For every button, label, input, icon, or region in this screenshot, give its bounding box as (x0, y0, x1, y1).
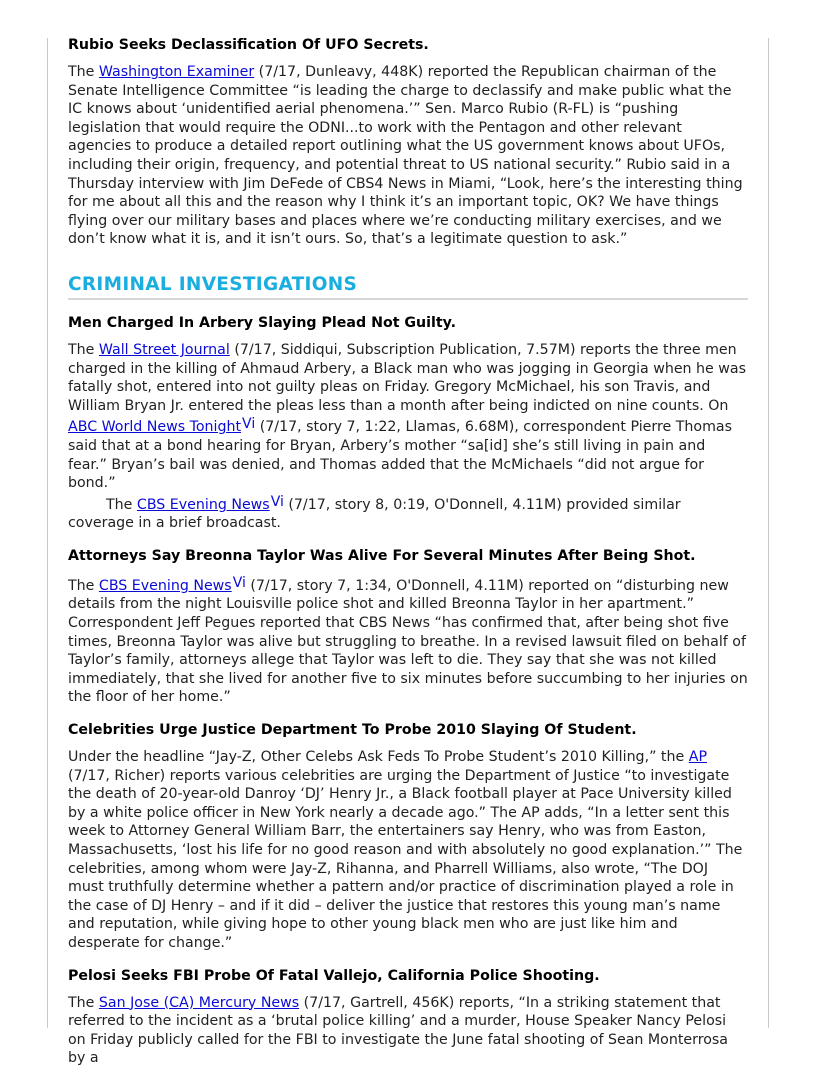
source-link-abc-world-news-tonight[interactable]: ABC World News Tonight (68, 419, 242, 436)
video-icon[interactable]: Vi (270, 493, 284, 510)
section-heading-criminal-investigations: CRIMINAL INVESTIGATIONS (68, 273, 748, 300)
article-body-paragraph-2: The CBS Evening NewsVi (7/17, story 8, 0:19, O'Donnell, 4.11M) provided similar coverage in a brief broadcast. (68, 493, 681, 532)
article-dj-henry (68, 721, 748, 953)
article-title: Celebrities Urge Justice Department To Probe 2010 Slaying Of Student. (68, 722, 637, 739)
article-title: Rubio Seeks Declassification Of UFO Secrets. (68, 37, 429, 53)
article-pelosi-vallejo (68, 967, 748, 1068)
article-body: The Washington Examiner (7/17, Dunleavy, 448K) reported the Republican chairman of the Senate Intelligence Committee “is leading the charge to declassify and make public what the IC knows about ‘unidentified aerial phenomena.’” Sen. Marco Rubio (R-FL) is “pushing legislation that would require the ODNI...to work with the Pentagon and other relevant agencies to produce a detailed report outlining what the US government knows about UFOs, including their origin, frequency, and potential threat to US national security.” Rubio said in a Thursday interview with Jim DeFede of CBS4 News in Miami, “Look, here’s the interesting thing for me about all this and the reason why I think it’s an important topic, OK? We have things flying over our military bases and places where we’re conducting military exercises, and we don’t know what it is, and it isn’t ours. So, that’s a legitimate question to ask.” (68, 64, 743, 248)
article-arbery (68, 314, 748, 533)
article-title: Pelosi Seeks FBI Probe Of Fatal Vallejo, California Police Shooting. (68, 967, 600, 984)
right-margin-rule (768, 38, 769, 1028)
source-link-wall-street-journal[interactable]: Wall Street Journal (98, 341, 230, 358)
source-link-cbs-evening-news[interactable]: CBS Evening News (98, 577, 232, 594)
video-icon[interactable]: Vi (232, 574, 246, 591)
article-title: Men Charged In Arbery Slaying Plead Not Guilty. (68, 314, 457, 331)
source-link-cbs-evening-news[interactable]: CBS Evening News (136, 496, 270, 513)
left-margin-rule (47, 38, 48, 1028)
article-body: Under the headline “Jay-Z, Other Celebs Ask Feds To Probe Student’s 2010 Killing,” the AP (7/17, Richer) reports various celebrities are urging the Department of Justice “to investigate the death of 20-year-old Danroy ‘DJ’ Henry Jr., a Black football player at Pace University killed by a white police officer in New York nearly a decade ago.” The AP adds, “In a letter sent this week to Attorney General William Barr, the entertainers say Henry, who was from Easton, Massachusetts, ‘lost his life for no good reason and with absolutely no good explanation.’” The celebrities, among whom were Jay-Z, Rihanna, and Pharrell Williams, also wrote, “The DOJ must truthfully determine whether a pattern and/or practice of discrimination played a role in the case of DJ Henry – and if it did – deliver the justice that restores this young man’s name and reputation, while giving hope to other young black men who are just like him and desperate for change.” (68, 749, 743, 951)
video-icon[interactable]: Vi (242, 416, 256, 433)
article-body: The CBS Evening NewsVi (7/17, story 7, 1:34, O'Donnell, 4.11M) reported on “disturbing new details from the night Louisville police shot and killed Breonna Taylor in her apartment.” Correspondent Jeff Pegues reported that CBS News “has confirmed that, after being shot five times, Breonna Taylor was alive but struggling to breathe. In a revised lawsuit filed on behalf of Taylor’s family, attorneys allege that Taylor was left to die. They say that she was not killed immediately, that she lived for another five to six minutes before succumbing to her injuries on the floor of her home.” (68, 574, 748, 706)
article-body: The San Jose (CA) Mercury News (7/17, Gartrell, 456K) reports, “In a striking statement that referred to the incident as a ‘brutal police killing’ and a murder, House Speaker Nancy Pelosi on Friday publicly called for the FBI to investigate the June fatal shooting of Sean Monterrosa by a (68, 994, 728, 1067)
article-rubio-ufo (68, 36, 748, 249)
article-body: The Wall Street Journal (7/17, Siddiqui, Subscription Publication, 7.57M) reports the three men charged in the killing of Ahmaud Arbery, a Black man who was jogging in Georgia when he was fatally shot, entered into not guilty pleas on Friday. Gregory McMichael, his son Travis, and William Bryan Jr. entered the pleas less than a month after being indicted on nine counts. On ABC World News TonightVi (7/17, story 7, 1:22, Llamas, 6.68M), correspondent Pierre Thomas said that at a bond hearing for Bryan, Arbery’s mother “sa[id] she’s still living in pain and fear.” Bryan’s bail was denied, and Thomas added that the McMichaels “did not argue for bond.” (68, 341, 746, 492)
article-title: Attorneys Say Breonna Taylor Was Alive For Several Minutes After Being Shot. (68, 547, 696, 564)
document-page (68, 36, 748, 1082)
source-link-washington-examiner[interactable]: Washington Examiner (98, 64, 255, 80)
source-link-san-jose-mercury-news[interactable]: San Jose (CA) Mercury News (98, 994, 300, 1011)
source-link-ap[interactable]: AP (688, 749, 707, 766)
article-breonna-taylor (68, 547, 748, 707)
